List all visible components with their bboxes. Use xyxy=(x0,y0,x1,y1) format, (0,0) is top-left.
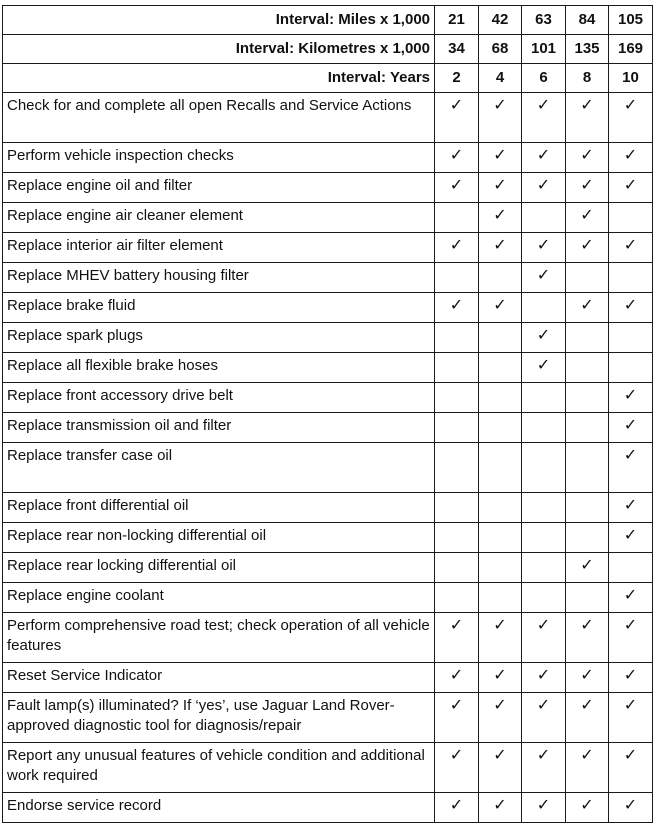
empty-cell xyxy=(522,583,566,613)
check-mark-icon: ✓ xyxy=(435,743,479,793)
check-mark-icon: ✓ xyxy=(566,143,609,173)
empty-cell xyxy=(609,553,653,583)
interval-value: 169 xyxy=(609,35,653,64)
check-mark-icon: ✓ xyxy=(435,693,479,743)
check-mark-icon: ✓ xyxy=(609,443,653,493)
empty-cell xyxy=(522,413,566,443)
check-mark-icon: ✓ xyxy=(609,173,653,203)
check-mark-icon: ✓ xyxy=(479,233,522,263)
task-row xyxy=(3,523,653,553)
check-mark-icon: ✓ xyxy=(566,203,609,233)
check-mark-icon: ✓ xyxy=(566,693,609,743)
check-mark-icon: ✓ xyxy=(479,203,522,233)
check-mark-icon: ✓ xyxy=(522,613,566,663)
interval-value: 21 xyxy=(435,6,479,35)
task-description: Perform comprehensive road test; check operation of all vehicle features xyxy=(3,613,435,663)
task-row xyxy=(3,613,653,663)
task-description: Replace rear non-locking differential oil xyxy=(3,523,435,553)
task-description: Check for and complete all open Recalls and Service Actions xyxy=(3,93,435,143)
check-mark-icon: ✓ xyxy=(566,663,609,693)
task-row xyxy=(3,413,653,443)
interval-value: 135 xyxy=(566,35,609,64)
check-mark-icon: ✓ xyxy=(435,173,479,203)
check-mark-icon: ✓ xyxy=(522,663,566,693)
check-mark-icon: ✓ xyxy=(566,743,609,793)
empty-cell xyxy=(522,553,566,583)
empty-cell xyxy=(522,203,566,233)
task-row xyxy=(3,353,653,383)
empty-cell xyxy=(435,583,479,613)
interval-value: 101 xyxy=(522,35,566,64)
task-row xyxy=(3,743,653,793)
check-mark-icon: ✓ xyxy=(522,743,566,793)
empty-cell xyxy=(435,493,479,523)
check-mark-icon: ✓ xyxy=(609,233,653,263)
empty-cell xyxy=(522,443,566,493)
task-description: Replace all flexible brake hoses xyxy=(3,353,435,383)
empty-cell xyxy=(566,493,609,523)
check-mark-icon: ✓ xyxy=(609,383,653,413)
task-row xyxy=(3,293,653,323)
empty-cell xyxy=(479,523,522,553)
empty-cell xyxy=(479,353,522,383)
task-row xyxy=(3,583,653,613)
interval-value: 105 xyxy=(609,6,653,35)
check-mark-icon: ✓ xyxy=(479,663,522,693)
task-row xyxy=(3,143,653,173)
check-mark-icon: ✓ xyxy=(609,413,653,443)
empty-cell xyxy=(566,263,609,293)
task-row xyxy=(3,173,653,203)
empty-cell xyxy=(435,413,479,443)
task-row xyxy=(3,233,653,263)
check-mark-icon: ✓ xyxy=(479,93,522,143)
check-mark-icon: ✓ xyxy=(522,173,566,203)
empty-cell xyxy=(522,523,566,553)
task-row xyxy=(3,693,653,743)
service-schedule-table xyxy=(2,5,653,823)
check-mark-icon: ✓ xyxy=(522,323,566,353)
check-mark-icon: ✓ xyxy=(609,743,653,793)
task-row xyxy=(3,443,653,493)
empty-cell xyxy=(479,413,522,443)
empty-cell xyxy=(566,523,609,553)
check-mark-icon: ✓ xyxy=(479,693,522,743)
empty-cell xyxy=(479,443,522,493)
empty-cell xyxy=(435,323,479,353)
check-mark-icon: ✓ xyxy=(435,613,479,663)
check-mark-icon: ✓ xyxy=(566,293,609,323)
check-mark-icon: ✓ xyxy=(435,663,479,693)
check-mark-icon: ✓ xyxy=(609,523,653,553)
interval-label: Interval: Years xyxy=(3,64,435,93)
task-description: Replace MHEV battery housing filter xyxy=(3,263,435,293)
empty-cell xyxy=(566,353,609,383)
empty-cell xyxy=(435,203,479,233)
task-description: Replace brake fluid xyxy=(3,293,435,323)
empty-cell xyxy=(522,383,566,413)
task-row xyxy=(3,323,653,353)
check-mark-icon: ✓ xyxy=(566,793,609,823)
task-description: Replace front accessory drive belt xyxy=(3,383,435,413)
task-description: Report any unusual features of vehicle condition and additional work required xyxy=(3,743,435,793)
interval-value: 63 xyxy=(522,6,566,35)
task-description: Replace engine air cleaner element xyxy=(3,203,435,233)
interval-value: 68 xyxy=(479,35,522,64)
interval-value: 10 xyxy=(609,64,653,93)
empty-cell xyxy=(435,553,479,583)
empty-cell xyxy=(609,263,653,293)
task-row xyxy=(3,93,653,143)
empty-cell xyxy=(566,383,609,413)
task-description: Replace spark plugs xyxy=(3,323,435,353)
task-row xyxy=(3,663,653,693)
task-description: Replace interior air filter element xyxy=(3,233,435,263)
interval-value: 84 xyxy=(566,6,609,35)
check-mark-icon: ✓ xyxy=(435,293,479,323)
check-mark-icon: ✓ xyxy=(435,233,479,263)
interval-value: 42 xyxy=(479,6,522,35)
check-mark-icon: ✓ xyxy=(609,143,653,173)
check-mark-icon: ✓ xyxy=(566,233,609,263)
empty-cell xyxy=(522,293,566,323)
task-row xyxy=(3,203,653,233)
check-mark-icon: ✓ xyxy=(435,793,479,823)
check-mark-icon: ✓ xyxy=(479,173,522,203)
task-description: Perform vehicle inspection checks xyxy=(3,143,435,173)
task-description: Replace rear locking differential oil xyxy=(3,553,435,583)
empty-cell xyxy=(435,353,479,383)
check-mark-icon: ✓ xyxy=(609,293,653,323)
task-row xyxy=(3,263,653,293)
check-mark-icon: ✓ xyxy=(479,143,522,173)
check-mark-icon: ✓ xyxy=(609,613,653,663)
empty-cell xyxy=(566,443,609,493)
empty-cell xyxy=(479,583,522,613)
check-mark-icon: ✓ xyxy=(566,93,609,143)
task-row xyxy=(3,383,653,413)
empty-cell xyxy=(522,493,566,523)
check-mark-icon: ✓ xyxy=(435,93,479,143)
interval-value: 6 xyxy=(522,64,566,93)
empty-cell xyxy=(435,383,479,413)
check-mark-icon: ✓ xyxy=(522,793,566,823)
check-mark-icon: ✓ xyxy=(435,143,479,173)
check-mark-icon: ✓ xyxy=(522,233,566,263)
empty-cell xyxy=(566,323,609,353)
check-mark-icon: ✓ xyxy=(609,583,653,613)
empty-cell xyxy=(479,553,522,583)
schedule-body xyxy=(3,6,653,823)
check-mark-icon: ✓ xyxy=(522,353,566,383)
empty-cell xyxy=(566,413,609,443)
interval-value: 2 xyxy=(435,64,479,93)
check-mark-icon: ✓ xyxy=(522,263,566,293)
empty-cell xyxy=(479,323,522,353)
empty-cell xyxy=(435,523,479,553)
task-description: Reset Service Indicator xyxy=(3,663,435,693)
check-mark-icon: ✓ xyxy=(479,743,522,793)
task-description: Replace front differential oil xyxy=(3,493,435,523)
task-row xyxy=(3,553,653,583)
empty-cell xyxy=(479,493,522,523)
check-mark-icon: ✓ xyxy=(522,693,566,743)
empty-cell xyxy=(609,323,653,353)
empty-cell xyxy=(435,263,479,293)
check-mark-icon: ✓ xyxy=(609,793,653,823)
check-mark-icon: ✓ xyxy=(479,613,522,663)
task-row xyxy=(3,793,653,823)
check-mark-icon: ✓ xyxy=(609,93,653,143)
check-mark-icon: ✓ xyxy=(522,93,566,143)
check-mark-icon: ✓ xyxy=(609,663,653,693)
empty-cell xyxy=(479,263,522,293)
interval-value: 4 xyxy=(479,64,522,93)
check-mark-icon: ✓ xyxy=(522,143,566,173)
task-description: Replace engine oil and filter xyxy=(3,173,435,203)
empty-cell xyxy=(435,443,479,493)
check-mark-icon: ✓ xyxy=(479,293,522,323)
task-description: Fault lamp(s) illuminated? If ‘yes’, use Jaguar Land Rover-approved diagnostic tool for diagnosis/repair xyxy=(3,693,435,743)
task-description: Replace transmission oil and filter xyxy=(3,413,435,443)
check-mark-icon: ✓ xyxy=(566,613,609,663)
check-mark-icon: ✓ xyxy=(566,553,609,583)
interval-header-row xyxy=(3,6,653,35)
empty-cell xyxy=(609,353,653,383)
interval-value: 8 xyxy=(566,64,609,93)
empty-cell xyxy=(479,383,522,413)
interval-label: Interval: Kilometres x 1,000 xyxy=(3,35,435,64)
empty-cell xyxy=(566,583,609,613)
empty-cell xyxy=(609,203,653,233)
check-mark-icon: ✓ xyxy=(609,493,653,523)
interval-label: Interval: Miles x 1,000 xyxy=(3,6,435,35)
task-description: Replace engine coolant xyxy=(3,583,435,613)
task-description: Replace transfer case oil xyxy=(3,443,435,493)
task-description: Endorse service record xyxy=(3,793,435,823)
interval-header-row xyxy=(3,35,653,64)
check-mark-icon: ✓ xyxy=(566,173,609,203)
interval-header-row xyxy=(3,64,653,93)
check-mark-icon: ✓ xyxy=(479,793,522,823)
interval-value: 34 xyxy=(435,35,479,64)
task-row xyxy=(3,493,653,523)
check-mark-icon: ✓ xyxy=(609,693,653,743)
